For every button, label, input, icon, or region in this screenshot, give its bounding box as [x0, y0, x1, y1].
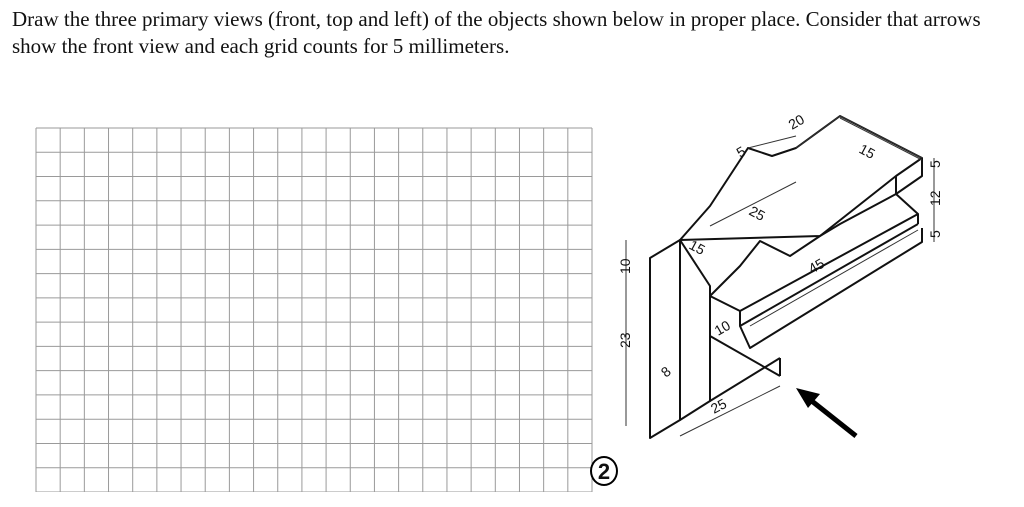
- dim-post-thickness: 8: [657, 363, 674, 381]
- dim-slot-height: 10: [711, 316, 733, 339]
- dim-left-upper-height: 10: [617, 258, 633, 274]
- upper-block-top: [680, 116, 922, 240]
- dim-right-low-height: 5: [927, 230, 943, 238]
- stepped-edge: [710, 236, 820, 296]
- dim-diagonal-length: 25: [746, 202, 768, 224]
- dim-top-width: 20: [785, 110, 807, 133]
- dim-top-step: 5: [733, 142, 749, 161]
- front-view-arrow: [796, 388, 856, 436]
- post-side-face: [680, 240, 710, 420]
- object-outline: [650, 116, 922, 438]
- dim-base-width: 25: [707, 395, 730, 417]
- dim-slot-length: 45: [805, 254, 827, 277]
- drawing-grid[interactable]: [34, 126, 594, 492]
- dim-step-depth: 15: [686, 236, 708, 258]
- problem-number-badge: 2: [590, 456, 618, 486]
- isometric-object-drawing: [600, 96, 1000, 456]
- dim-top-depth: 15: [856, 140, 878, 162]
- slot-lower: [740, 224, 918, 326]
- post-front-face: [650, 240, 680, 438]
- post-inner-edge: [710, 336, 780, 376]
- dim-right-top-height: 5: [927, 160, 943, 168]
- base-edge: [710, 358, 780, 401]
- dimension-lines: [626, 116, 934, 436]
- instructions-text: Draw the three primary views (front, top and left) of the objects shown below in proper place. Consider that arrows show the front view and each grid counts for 5 millimeters.: [12, 7, 981, 58]
- dim-left-lower-height: 23: [617, 332, 633, 348]
- front-ledge: [740, 228, 922, 348]
- slot-back: [896, 194, 918, 214]
- dim-right-mid-height: 12: [927, 190, 943, 206]
